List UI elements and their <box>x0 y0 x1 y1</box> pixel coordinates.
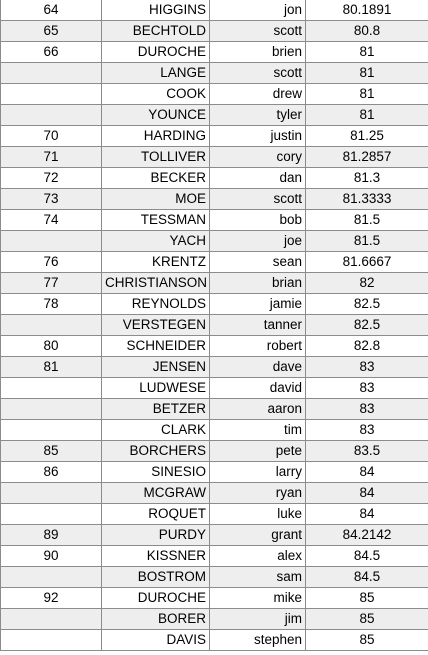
last-name-cell: CHRISTIANSON <box>102 273 210 294</box>
table-row <box>1 84 428 105</box>
table-row <box>1 189 428 210</box>
first-name-cell: tim <box>210 420 306 441</box>
score-cell: 80.1891 <box>306 0 428 21</box>
first-name-cell: alex <box>210 546 306 567</box>
score-cell: 81.5 <box>306 231 428 252</box>
rank-cell: 74 <box>1 210 102 231</box>
score-cell: 83 <box>306 357 428 378</box>
score-cell: 85 <box>306 630 428 651</box>
score-cell: 84 <box>306 483 428 504</box>
score-cell: 80.8 <box>306 21 428 42</box>
score-cell: 81.3 <box>306 168 428 189</box>
rank-cell: 73 <box>1 189 102 210</box>
rank-cell <box>1 84 102 105</box>
table-row <box>1 567 428 588</box>
table-row <box>1 336 428 357</box>
first-name-cell: scott <box>210 63 306 84</box>
rank-cell: 66 <box>1 42 102 63</box>
table-row <box>1 294 428 315</box>
rank-cell <box>1 378 102 399</box>
first-name-cell: luke <box>210 504 306 525</box>
rank-cell <box>1 567 102 588</box>
table-row <box>1 105 428 126</box>
table-row <box>1 588 428 609</box>
table-row <box>1 168 428 189</box>
first-name-cell: cory <box>210 147 306 168</box>
table-row <box>1 63 428 84</box>
first-name-cell: scott <box>210 189 306 210</box>
rank-cell: 71 <box>1 147 102 168</box>
last-name-cell: DAVIS <box>102 630 210 651</box>
table-row <box>1 273 428 294</box>
first-name-cell: joe <box>210 231 306 252</box>
table-row <box>1 483 428 504</box>
score-cell: 81.5 <box>306 210 428 231</box>
score-cell: 81.6667 <box>306 252 428 273</box>
table-row <box>1 42 428 63</box>
score-cell: 82.5 <box>306 294 428 315</box>
first-name-cell: tyler <box>210 105 306 126</box>
first-name-cell: tanner <box>210 315 306 336</box>
last-name-cell: MCGRAW <box>102 483 210 504</box>
score-cell: 81.2857 <box>306 147 428 168</box>
table-row <box>1 210 428 231</box>
score-cell: 83.5 <box>306 441 428 462</box>
first-name-cell: larry <box>210 462 306 483</box>
last-name-cell: YACH <box>102 231 210 252</box>
table-row <box>1 462 428 483</box>
first-name-cell: grant <box>210 525 306 546</box>
last-name-cell: CLARK <box>102 420 210 441</box>
rank-cell: 76 <box>1 252 102 273</box>
first-name-cell: scott <box>210 21 306 42</box>
rank-cell: 78 <box>1 294 102 315</box>
last-name-cell: ROQUET <box>102 504 210 525</box>
score-cell: 83 <box>306 378 428 399</box>
standings-body <box>1 0 428 651</box>
first-name-cell: stephen <box>210 630 306 651</box>
last-name-cell: TOLLIVER <box>102 147 210 168</box>
first-name-cell: mike <box>210 588 306 609</box>
first-name-cell: jamie <box>210 294 306 315</box>
table-row <box>1 252 428 273</box>
first-name-cell: sean <box>210 252 306 273</box>
first-name-cell: sam <box>210 567 306 588</box>
rank-cell: 70 <box>1 126 102 147</box>
table-row <box>1 630 428 651</box>
score-cell: 82.5 <box>306 315 428 336</box>
last-name-cell: TESSMAN <box>102 210 210 231</box>
table-row <box>1 357 428 378</box>
score-cell: 84 <box>306 504 428 525</box>
last-name-cell: SCHNEIDER <box>102 336 210 357</box>
last-name-cell: BETZER <box>102 399 210 420</box>
score-cell: 81 <box>306 42 428 63</box>
last-name-cell: LUDWESE <box>102 378 210 399</box>
first-name-cell: jon <box>210 0 306 21</box>
rank-cell <box>1 504 102 525</box>
score-cell: 82.8 <box>306 336 428 357</box>
table-row <box>1 504 428 525</box>
last-name-cell: DUROCHE <box>102 588 210 609</box>
score-cell: 81.25 <box>306 126 428 147</box>
table-row <box>1 378 428 399</box>
rank-cell <box>1 609 102 630</box>
last-name-cell: MOE <box>102 189 210 210</box>
rank-cell: 72 <box>1 168 102 189</box>
rank-cell <box>1 315 102 336</box>
rank-cell: 85 <box>1 441 102 462</box>
last-name-cell: HIGGINS <box>102 0 210 21</box>
first-name-cell: dan <box>210 168 306 189</box>
last-name-cell: YOUNCE <box>102 105 210 126</box>
rank-cell <box>1 231 102 252</box>
score-cell: 84.5 <box>306 546 428 567</box>
score-cell: 82 <box>306 273 428 294</box>
last-name-cell: BOSTROM <box>102 567 210 588</box>
score-cell: 81.3333 <box>306 189 428 210</box>
last-name-cell: JENSEN <box>102 357 210 378</box>
table-row <box>1 399 428 420</box>
last-name-cell: BORCHERS <box>102 441 210 462</box>
score-cell: 81 <box>306 84 428 105</box>
last-name-cell: BECKER <box>102 168 210 189</box>
score-cell: 84.5 <box>306 567 428 588</box>
rank-cell: 81 <box>1 357 102 378</box>
last-name-cell: HARDING <box>102 126 210 147</box>
table-row <box>1 0 428 21</box>
table-row <box>1 546 428 567</box>
first-name-cell: pete <box>210 441 306 462</box>
table-row <box>1 21 428 42</box>
score-cell: 83 <box>306 420 428 441</box>
table-row <box>1 147 428 168</box>
first-name-cell: brian <box>210 273 306 294</box>
table-row <box>1 525 428 546</box>
score-cell: 85 <box>306 588 428 609</box>
rank-cell <box>1 63 102 84</box>
last-name-cell: BECHTOLD <box>102 21 210 42</box>
rank-cell: 77 <box>1 273 102 294</box>
rank-cell: 89 <box>1 525 102 546</box>
score-cell: 81 <box>306 63 428 84</box>
score-cell: 84 <box>306 462 428 483</box>
first-name-cell: drew <box>210 84 306 105</box>
table-row <box>1 441 428 462</box>
last-name-cell: REYNOLDS <box>102 294 210 315</box>
first-name-cell: ryan <box>210 483 306 504</box>
table-row <box>1 609 428 630</box>
rank-cell: 86 <box>1 462 102 483</box>
rank-cell <box>1 420 102 441</box>
last-name-cell: KISSNER <box>102 546 210 567</box>
first-name-cell: bob <box>210 210 306 231</box>
table-row <box>1 420 428 441</box>
first-name-cell: justin <box>210 126 306 147</box>
first-name-cell: robert <box>210 336 306 357</box>
last-name-cell: COOK <box>102 84 210 105</box>
table-row <box>1 231 428 252</box>
rank-cell: 90 <box>1 546 102 567</box>
last-name-cell: DUROCHE <box>102 42 210 63</box>
rank-cell <box>1 105 102 126</box>
first-name-cell: jim <box>210 609 306 630</box>
rank-cell: 65 <box>1 21 102 42</box>
table-row <box>1 315 428 336</box>
rank-cell <box>1 630 102 651</box>
last-name-cell: VERSTEGEN <box>102 315 210 336</box>
last-name-cell: KRENTZ <box>102 252 210 273</box>
last-name-cell: PURDY <box>102 525 210 546</box>
first-name-cell: dave <box>210 357 306 378</box>
last-name-cell: SINESIO <box>102 462 210 483</box>
rank-cell <box>1 483 102 504</box>
first-name-cell: brien <box>210 42 306 63</box>
score-cell: 81 <box>306 105 428 126</box>
rank-cell: 80 <box>1 336 102 357</box>
score-cell: 84.2142 <box>306 525 428 546</box>
rank-cell: 92 <box>1 588 102 609</box>
table-row <box>1 126 428 147</box>
score-cell: 85 <box>306 609 428 630</box>
last-name-cell: BORER <box>102 609 210 630</box>
rank-cell <box>1 399 102 420</box>
first-name-cell: david <box>210 378 306 399</box>
rank-cell: 64 <box>1 0 102 21</box>
first-name-cell: aaron <box>210 399 306 420</box>
score-cell: 83 <box>306 399 428 420</box>
last-name-cell: LANGE <box>102 63 210 84</box>
